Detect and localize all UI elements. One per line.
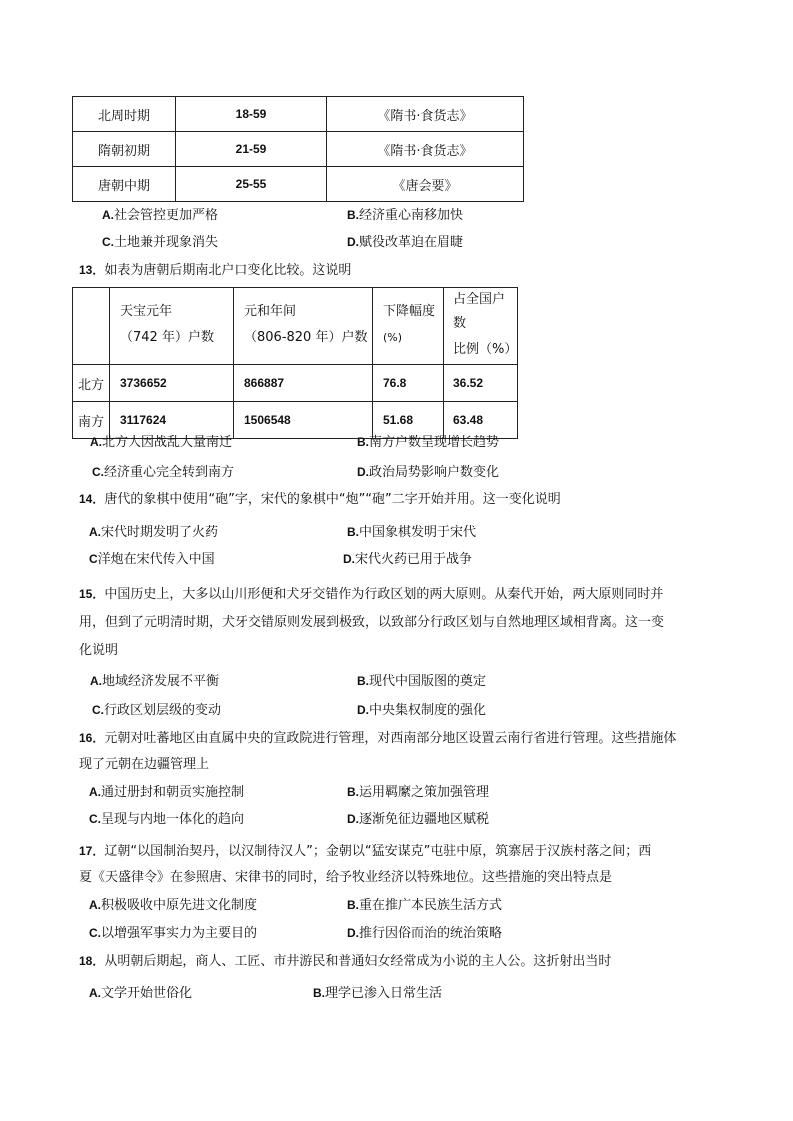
option-text: 经济重心南移加快 bbox=[359, 208, 464, 223]
option-label: D. bbox=[347, 812, 359, 826]
q15-option-b[interactable] bbox=[357, 670, 486, 689]
region-cell: 北方 bbox=[73, 365, 110, 402]
option-label: A. bbox=[90, 435, 102, 449]
option-label: D. bbox=[343, 552, 355, 566]
age-cell: 18-59 bbox=[176, 97, 327, 132]
question-text: 中国历史上，大多以山川形便和犬牙交错作为行政区划的两大原则。从秦代开始，两大原则同时并 bbox=[104, 587, 664, 602]
question-text: 从明朝后期起，商人、工匠、市井游民和普通妇女经常成为小说的主人公。这折射出当时 bbox=[104, 954, 612, 969]
q12-option-a[interactable] bbox=[102, 204, 218, 223]
q17-option-b[interactable] bbox=[347, 894, 502, 913]
q12-option-c[interactable] bbox=[102, 231, 218, 250]
header-line: 占全国户数 bbox=[453, 292, 506, 331]
q15-option-a[interactable] bbox=[90, 670, 219, 689]
q14-option-a[interactable] bbox=[89, 521, 218, 540]
option-text: 以增强军事实力为主要目的 bbox=[101, 926, 258, 941]
household-table bbox=[72, 287, 518, 439]
q16-option-a[interactable] bbox=[89, 781, 244, 800]
q15-stem-line2: 用，但到了元明清时期，犬牙交错原则发展到极致，以致部分行政区划与自然地理区域相背离。这一变 bbox=[79, 615, 665, 630]
option-label: C. bbox=[92, 703, 104, 717]
option-label: A. bbox=[89, 525, 101, 539]
option-text: 赋役改革迫在眉睫 bbox=[359, 235, 464, 250]
decline-cell: 51.68 bbox=[373, 402, 444, 439]
q13-option-c[interactable] bbox=[92, 461, 234, 480]
yuanhe-cell: 1506548 bbox=[234, 402, 373, 439]
q18-option-a[interactable] bbox=[89, 982, 192, 1001]
header-line: 比例（%） bbox=[453, 342, 518, 357]
q12-option-d[interactable] bbox=[347, 231, 463, 250]
option-label: A. bbox=[102, 208, 114, 222]
q16-option-d[interactable] bbox=[347, 808, 489, 827]
q13-option-a[interactable] bbox=[90, 431, 232, 450]
q17-stem-line2: 夏《天盛律令》在参照唐、宋律书的同时，给予牧业经济以特殊地位。这些措施的突出特点是 bbox=[79, 870, 613, 885]
option-text: 经济重心完全转到南方 bbox=[104, 465, 235, 480]
question-number: 15． bbox=[79, 587, 105, 601]
option-text: 中国象棋发明于宋代 bbox=[359, 525, 477, 540]
age-table bbox=[72, 96, 524, 202]
table-row bbox=[73, 167, 524, 202]
option-text: 洋炮在宋代传入中国 bbox=[97, 552, 215, 567]
option-label: D. bbox=[347, 235, 359, 249]
option-label: A. bbox=[89, 898, 101, 912]
option-label: D. bbox=[357, 465, 369, 479]
question-number: 16． bbox=[79, 731, 105, 745]
q15-stem-line1 bbox=[79, 583, 663, 602]
header-decline bbox=[373, 288, 444, 365]
q17-option-d[interactable] bbox=[347, 922, 502, 941]
option-text: 文学开始世俗化 bbox=[101, 986, 193, 1001]
q16-stem-line2: 现了元朝在边疆管理上 bbox=[79, 757, 210, 772]
q14-option-c[interactable] bbox=[89, 548, 215, 567]
q18-stem bbox=[79, 950, 611, 969]
option-text: 土地兼并现象消失 bbox=[114, 235, 219, 250]
q17-option-a[interactable] bbox=[89, 894, 257, 913]
question-text: 唐代的象棋中使用“砲”字，宋代的象棋中“炮”“砲”二字开始并用。这一变化说明 bbox=[104, 492, 561, 507]
option-label: B. bbox=[347, 898, 359, 912]
option-text: 宋代火药已用于战争 bbox=[355, 552, 473, 567]
option-text: 呈现与内地一体化的趋向 bbox=[101, 812, 245, 827]
option-text: 地域经济发展不平衡 bbox=[102, 674, 220, 689]
option-label: D. bbox=[357, 703, 369, 717]
source-cell: 《隋书·食货志》 bbox=[327, 97, 524, 132]
option-label: C. bbox=[89, 926, 101, 940]
option-label: C. bbox=[102, 235, 114, 249]
option-label: D. bbox=[347, 926, 359, 940]
question-number: 13． bbox=[79, 263, 105, 277]
region-cell: 南方 bbox=[73, 402, 110, 439]
age-cell: 25-55 bbox=[176, 167, 327, 202]
option-text: 社会管控更加严格 bbox=[114, 208, 219, 223]
q12-option-b[interactable] bbox=[347, 204, 463, 223]
option-label: B. bbox=[347, 785, 359, 799]
question-number: 14． bbox=[79, 492, 105, 506]
q17-option-c[interactable] bbox=[89, 922, 257, 941]
header-line: （742 年）户数 bbox=[120, 330, 214, 345]
q16-option-c[interactable] bbox=[89, 808, 244, 827]
option-text: 逐渐免征边疆地区赋税 bbox=[359, 812, 490, 827]
period-cell: 唐朝中期 bbox=[73, 167, 176, 202]
option-text: 行政区划层级的变动 bbox=[104, 703, 222, 718]
option-label: A. bbox=[89, 785, 101, 799]
source-cell: 《唐会要》 bbox=[327, 167, 524, 202]
option-label: B. bbox=[357, 674, 369, 688]
question-text: 元朝对吐蕃地区由直属中央的宣政院进行管理，对西南部分地区设置云南行省进行管理。这些措施体 bbox=[104, 731, 677, 746]
age-cell: 21-59 bbox=[176, 132, 327, 167]
option-label: C. bbox=[92, 465, 104, 479]
option-text: 运用羁縻之策加强管理 bbox=[359, 785, 490, 800]
option-text: 中央集权制度的强化 bbox=[369, 703, 487, 718]
share-cell: 63.48 bbox=[444, 402, 518, 439]
table-row bbox=[73, 97, 524, 132]
option-text: 政治局势影响户数变化 bbox=[369, 465, 500, 480]
option-text: 南方户数呈现增长趋势 bbox=[369, 435, 500, 450]
period-cell: 隋朝初期 bbox=[73, 132, 176, 167]
decline-cell: 76.8 bbox=[373, 365, 444, 402]
option-text: 通过册封和朝贡实施控制 bbox=[101, 785, 245, 800]
q15-stem-line3: 化说明 bbox=[79, 643, 119, 658]
option-text: 宋代时期发明了火药 bbox=[101, 525, 219, 540]
header-share bbox=[444, 288, 518, 365]
table-row bbox=[73, 132, 524, 167]
option-label: A. bbox=[90, 674, 102, 688]
header-line: 下降幅度 bbox=[383, 304, 436, 319]
header-line: 元和年间 bbox=[244, 304, 297, 319]
header-line: （806-820 年）户数 bbox=[244, 330, 368, 345]
q16-option-b[interactable] bbox=[347, 781, 489, 800]
q15-option-c[interactable] bbox=[92, 699, 221, 718]
source-cell: 《隋书·食货志》 bbox=[327, 132, 524, 167]
q14-option-b[interactable] bbox=[347, 521, 476, 540]
option-label: B. bbox=[347, 208, 359, 222]
question-number: 18． bbox=[79, 954, 105, 968]
option-text: 重在推广本民族生活方式 bbox=[359, 898, 503, 913]
header-tianbao bbox=[110, 288, 234, 365]
tianbao-cell: 3117624 bbox=[110, 402, 234, 439]
q13-option-b[interactable] bbox=[357, 431, 499, 450]
q16-stem-line1 bbox=[79, 727, 676, 746]
question-text: 如表为唐朝后期南北户口变化比较。这说明 bbox=[104, 263, 352, 278]
option-text: 积极吸收中原先进文化制度 bbox=[101, 898, 258, 913]
option-label: B. bbox=[357, 435, 369, 449]
q17-stem-line1 bbox=[79, 840, 651, 859]
tianbao-cell: 3736652 bbox=[110, 365, 234, 402]
header-empty bbox=[73, 288, 110, 365]
option-label: C bbox=[89, 552, 98, 566]
q18-option-b[interactable] bbox=[313, 982, 442, 1001]
question-number: 17． bbox=[79, 844, 105, 858]
q14-option-d[interactable] bbox=[343, 548, 472, 567]
option-text: 现代中国版图的奠定 bbox=[369, 674, 487, 689]
yuanhe-cell: 866887 bbox=[234, 365, 373, 402]
table-header-row bbox=[73, 288, 518, 365]
table-row bbox=[73, 365, 518, 402]
option-label: B. bbox=[347, 525, 359, 539]
option-text: 推行因俗而治的统治策略 bbox=[359, 926, 503, 941]
q13-option-d[interactable] bbox=[357, 461, 499, 480]
question-text: 辽朝“以国制治契丹，以汉制待汉人”；金朝以“猛安谋克”屯驻中原，筑寨居于汉族村落之间；西 bbox=[104, 844, 652, 859]
option-text: 北方人因战乱大量南迁 bbox=[102, 435, 233, 450]
header-line: (%) bbox=[383, 331, 403, 344]
q14-stem bbox=[79, 488, 561, 507]
q15-option-d[interactable] bbox=[357, 699, 486, 718]
share-cell: 36.52 bbox=[444, 365, 518, 402]
header-yuanhe bbox=[234, 288, 373, 365]
option-text: 理学已渗入日常生活 bbox=[325, 986, 443, 1001]
option-label: A. bbox=[89, 986, 101, 1000]
option-label: C. bbox=[89, 812, 101, 826]
q13-stem bbox=[79, 259, 351, 278]
period-cell: 北周时期 bbox=[73, 97, 176, 132]
header-line: 天宝元年 bbox=[120, 304, 173, 319]
option-label: B. bbox=[313, 986, 325, 1000]
